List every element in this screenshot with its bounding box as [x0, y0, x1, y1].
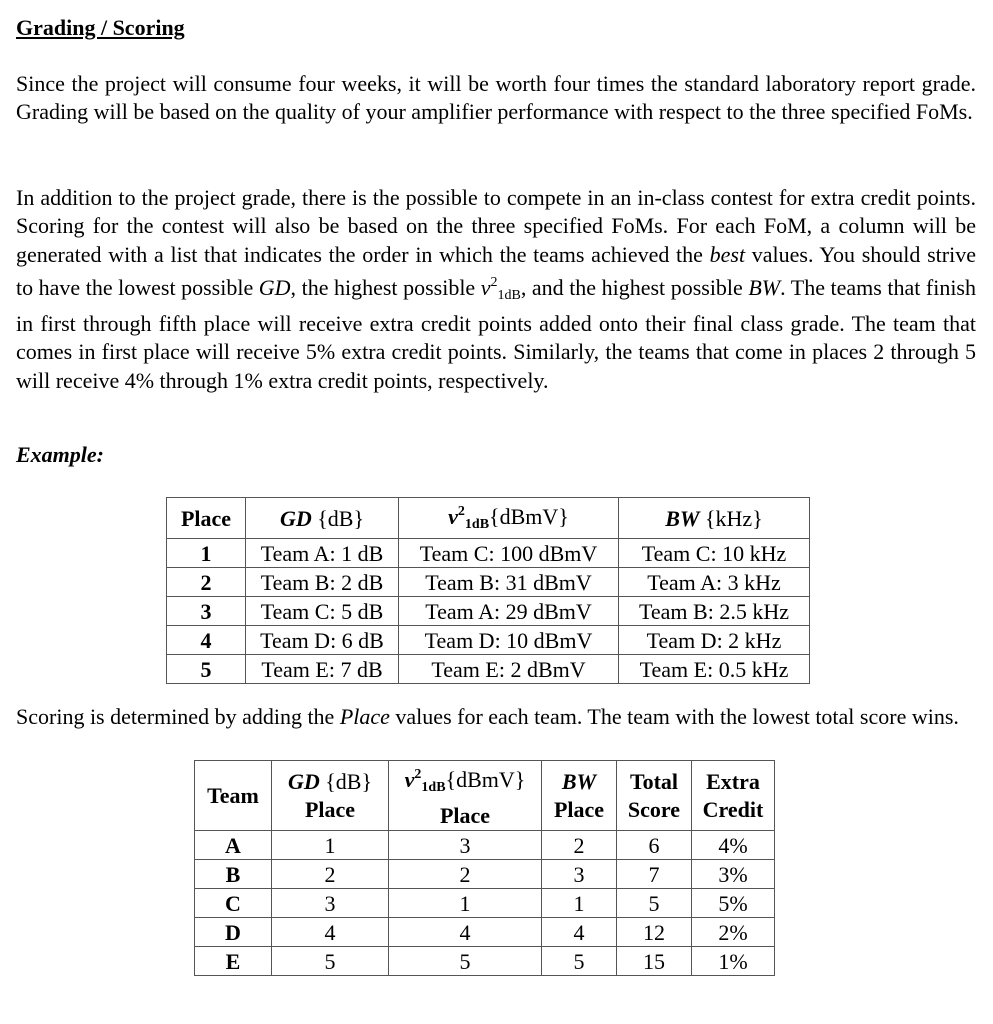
text: . The teams that finish in first through fifth place will receive extra credit points added onto their final class grade. The team that comes in first place will receive 5% extra credit points. Similarly, the teams that come in places 2 through 5 will receive 4% through 1% extra credit points, respectively.	[16, 274, 976, 393]
cell-gd: Team E: 7 dB	[246, 655, 399, 684]
cell-team: A	[195, 831, 272, 860]
header-gd-unit: {dB}	[319, 768, 373, 794]
cell-gd: Team B: 2 dB	[246, 568, 399, 597]
cell-bw-place: 5	[542, 947, 617, 976]
cell-bw-place: 2	[542, 831, 617, 860]
cell-extra-credit: 2%	[692, 918, 775, 947]
header-v1db-place	[389, 761, 542, 831]
cell-gd-place: 2	[272, 860, 389, 889]
header-v-unit: {dBmV}	[489, 504, 569, 529]
score-table	[194, 760, 775, 976]
cell-team: E	[195, 947, 272, 976]
table-row	[195, 860, 775, 889]
emphasis-place: Place	[339, 704, 390, 729]
cell-total-score: 5	[617, 889, 692, 918]
header-total-score	[617, 761, 692, 831]
header-v-sub: 1dB	[464, 517, 490, 532]
cell-team: B	[195, 860, 272, 889]
header-v-var: v	[404, 767, 415, 792]
text: Scoring is determined by adding the	[16, 704, 340, 729]
cell-place: 3	[167, 597, 246, 626]
cell-gd: Team C: 5 dB	[246, 597, 399, 626]
text: , and the highest possible	[520, 274, 749, 300]
paragraph-contest	[16, 184, 976, 395]
cell-bw-place: 1	[542, 889, 617, 918]
header-v-sup: 2	[457, 504, 465, 519]
header-gd	[246, 498, 399, 539]
header-v-unit: {dBmV}	[445, 767, 526, 792]
header-extra-credit	[692, 761, 775, 831]
cell-v1db: Team B: 31 dBmV	[399, 568, 619, 597]
header-gd-var: GD	[287, 768, 320, 794]
text: values. You should strive to have the lowest possible	[16, 241, 976, 300]
text: values for each team. The team with the lowest total score wins.	[389, 704, 959, 729]
table-row	[167, 626, 810, 655]
header-place-label: Place	[439, 803, 491, 828]
table-row	[167, 568, 810, 597]
cell-bw: Team C: 10 kHz	[619, 539, 810, 568]
cell-place: 2	[167, 568, 246, 597]
header-v-sub: 1dB	[421, 780, 446, 795]
header-gd-unit: {dB}	[311, 505, 365, 531]
table-header-row	[195, 761, 775, 831]
emphasis-best: best	[709, 241, 746, 267]
text: , the highest possible	[290, 274, 481, 300]
example-label: Example:	[16, 442, 104, 467]
header-place-label: Place	[304, 796, 356, 822]
cell-bw: Team A: 3 kHz	[619, 568, 810, 597]
cell-extra-credit: 4%	[692, 831, 775, 860]
header-place: Place	[167, 498, 246, 539]
placement-table	[166, 497, 810, 684]
cell-v1db-place: 4	[389, 918, 542, 947]
cell-gd-place: 5	[272, 947, 389, 976]
cell-extra-credit: 5%	[692, 889, 775, 918]
cell-bw: Team B: 2.5 kHz	[619, 597, 810, 626]
header-gd-var: GD	[279, 505, 312, 531]
table-row	[195, 889, 775, 918]
cell-v1db-place: 5	[389, 947, 542, 976]
header-bw-var: BW	[561, 768, 597, 794]
cell-v1db: Team C: 100 dBmV	[399, 539, 619, 568]
cell-bw-place: 4	[542, 918, 617, 947]
cell-gd-place: 3	[272, 889, 389, 918]
header-v-sup: 2	[414, 767, 422, 782]
cell-bw: Team D: 2 kHz	[619, 626, 810, 655]
cell-place: 1	[167, 539, 246, 568]
cell-extra-credit: 3%	[692, 860, 775, 889]
table-row	[195, 947, 775, 976]
header-total-line2: Score	[627, 796, 681, 822]
cell-v1db: Team E: 2 dBmV	[399, 655, 619, 684]
var-v-sup: 2	[490, 274, 498, 290]
var-v: v	[480, 274, 491, 300]
cell-bw: Team E: 0.5 kHz	[619, 655, 810, 684]
header-total-line1: Total	[629, 768, 679, 794]
cell-gd-place: 1	[272, 831, 389, 860]
cell-place: 5	[167, 655, 246, 684]
cell-place: 4	[167, 626, 246, 655]
text: In addition to the project grade, there is the possible to compete in an in-class contest for extra credit points. Scoring for the contest will also be based on the three specified FoMs. For each FoM, a column will be generated with a list that indicates the order in which the teams achieved the	[16, 185, 976, 267]
table-row	[167, 539, 810, 568]
table-row	[167, 597, 810, 626]
cell-team: D	[195, 918, 272, 947]
header-bw-unit: {kHz}	[699, 505, 763, 531]
var-gd: GD	[258, 274, 291, 300]
cell-team: C	[195, 889, 272, 918]
table-row	[195, 918, 775, 947]
cell-total-score: 7	[617, 860, 692, 889]
table-row	[195, 831, 775, 860]
cell-total-score: 15	[617, 947, 692, 976]
cell-extra-credit: 1%	[692, 947, 775, 976]
header-v-var: v	[448, 504, 458, 529]
header-bw	[619, 498, 810, 539]
header-extra-line1: Extra	[706, 768, 760, 794]
cell-gd: Team A: 1 dB	[246, 539, 399, 568]
header-gd-place	[272, 761, 389, 831]
header-extra-line2: Credit	[702, 796, 764, 822]
cell-bw-place: 3	[542, 860, 617, 889]
table-row	[167, 655, 810, 684]
section-heading: Grading / Scoring	[16, 15, 185, 40]
header-bw-place	[542, 761, 617, 831]
header-place-label: Place	[553, 796, 605, 822]
cell-gd-place: 4	[272, 918, 389, 947]
header-team: Team	[195, 761, 272, 831]
paragraph-project-grade: Since the project will consume four weeks, it will be worth four times the standard laboratory report grade. Grading will be based on the quality of your amplifier performance with respect to the three specified FoMs.	[16, 71, 976, 125]
cell-v1db: Team A: 29 dBmV	[399, 597, 619, 626]
cell-v1db-place: 1	[389, 889, 542, 918]
table-header-row	[167, 498, 810, 539]
cell-total-score: 12	[617, 918, 692, 947]
paragraph-scoring	[16, 703, 976, 731]
cell-v1db: Team D: 10 dBmV	[399, 626, 619, 655]
var-bw: BW	[748, 274, 781, 300]
header-v1db	[399, 498, 619, 539]
cell-v1db-place: 2	[389, 860, 542, 889]
header-bw-var: BW	[665, 505, 700, 531]
cell-gd: Team D: 6 dB	[246, 626, 399, 655]
cell-v1db-place: 3	[389, 831, 542, 860]
var-v-sub: 1dB	[497, 287, 521, 303]
cell-total-score: 6	[617, 831, 692, 860]
